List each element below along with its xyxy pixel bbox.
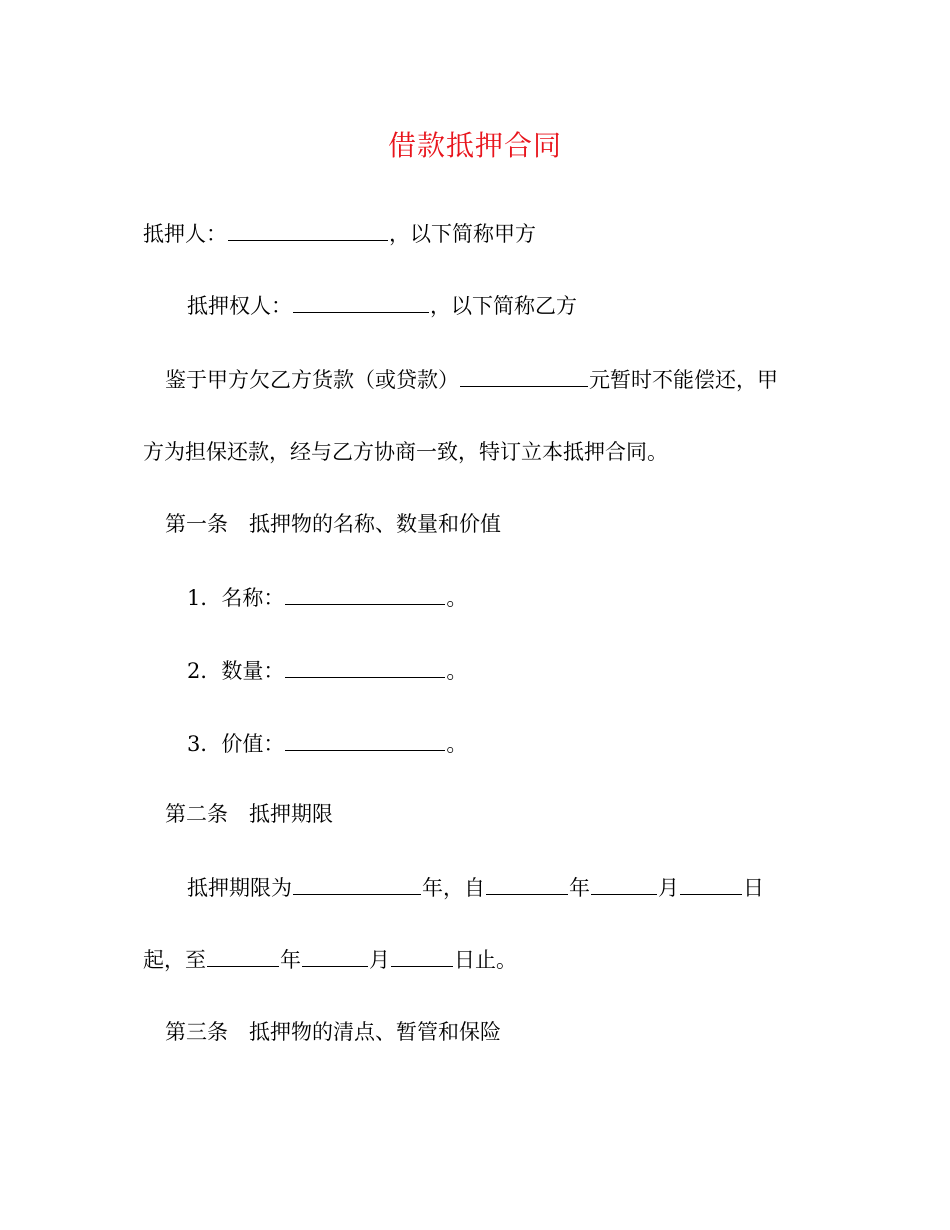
- item-value-line: [187, 730, 467, 758]
- item-quantity-label: 2．数量：: [187, 659, 285, 683]
- term-text-d: 月: [658, 876, 679, 900]
- item-name-blank: [285, 584, 445, 605]
- term-line-1: [187, 874, 764, 902]
- item-quantity-blank: [285, 657, 445, 678]
- debt-amount-blank: [460, 366, 588, 387]
- item-quantity-end: 。: [446, 659, 468, 683]
- term-text-a: 抵押期限为: [187, 876, 292, 900]
- start-day-blank: [680, 874, 742, 895]
- mortgagee-label: 抵押权人：: [187, 294, 292, 318]
- item-name-line: [187, 584, 467, 612]
- recital-text-b: 元暂时不能偿还，甲: [589, 368, 778, 392]
- mortgagee-suffix: ，以下简称乙方: [430, 294, 577, 318]
- article-1-heading: [165, 510, 501, 538]
- article-1-text: 第一条 抵押物的名称、数量和价值: [165, 512, 501, 536]
- document-title: 借款抵押合同: [387, 129, 562, 162]
- start-month-blank: [591, 874, 657, 895]
- start-year-blank: [486, 874, 568, 895]
- article-2-text: 第二条 抵押期限: [165, 802, 333, 826]
- recital-line-2: [143, 438, 668, 466]
- item-name-label: 1．名称：: [187, 586, 285, 610]
- term-text-b: 年，自: [422, 876, 485, 900]
- article-2-heading: [165, 800, 333, 828]
- term-text-c: 年: [569, 876, 590, 900]
- item-quantity-line: [187, 657, 467, 685]
- article-3-heading: [165, 1018, 501, 1046]
- term-years-blank: [293, 874, 421, 895]
- mortgagor-suffix: ，以下简称甲方: [389, 222, 536, 246]
- article-3-text: 第三条 抵押物的清点、暂管和保险: [165, 1020, 501, 1044]
- term2-text-a: 起，至: [143, 948, 206, 972]
- term-text-e: 日: [743, 876, 764, 900]
- recital-text-a: 鉴于甲方欠乙方货款（或贷款）: [165, 368, 459, 392]
- mortgagor-label: 抵押人：: [143, 222, 227, 246]
- term2-text-c: 月: [369, 948, 390, 972]
- mortgagor-line: [143, 220, 536, 248]
- item-value-label: 3．价值：: [187, 732, 285, 756]
- item-value-blank: [285, 730, 445, 751]
- mortgagee-line: [187, 292, 577, 320]
- item-value-end: 。: [446, 732, 468, 756]
- mortgagor-blank: [228, 220, 388, 241]
- recital-line-1: [165, 366, 778, 394]
- end-day-blank: [391, 946, 453, 967]
- term-line-2: [143, 946, 517, 974]
- end-month-blank: [302, 946, 368, 967]
- mortgagee-blank: [293, 292, 429, 313]
- recital-text-c: 方为担保还款，经与乙方协商一致，特订立本抵押合同。: [143, 440, 668, 464]
- item-name-end: 。: [446, 586, 468, 610]
- term2-text-d: 日止。: [454, 948, 517, 972]
- term2-text-b: 年: [280, 948, 301, 972]
- end-year-blank: [207, 946, 279, 967]
